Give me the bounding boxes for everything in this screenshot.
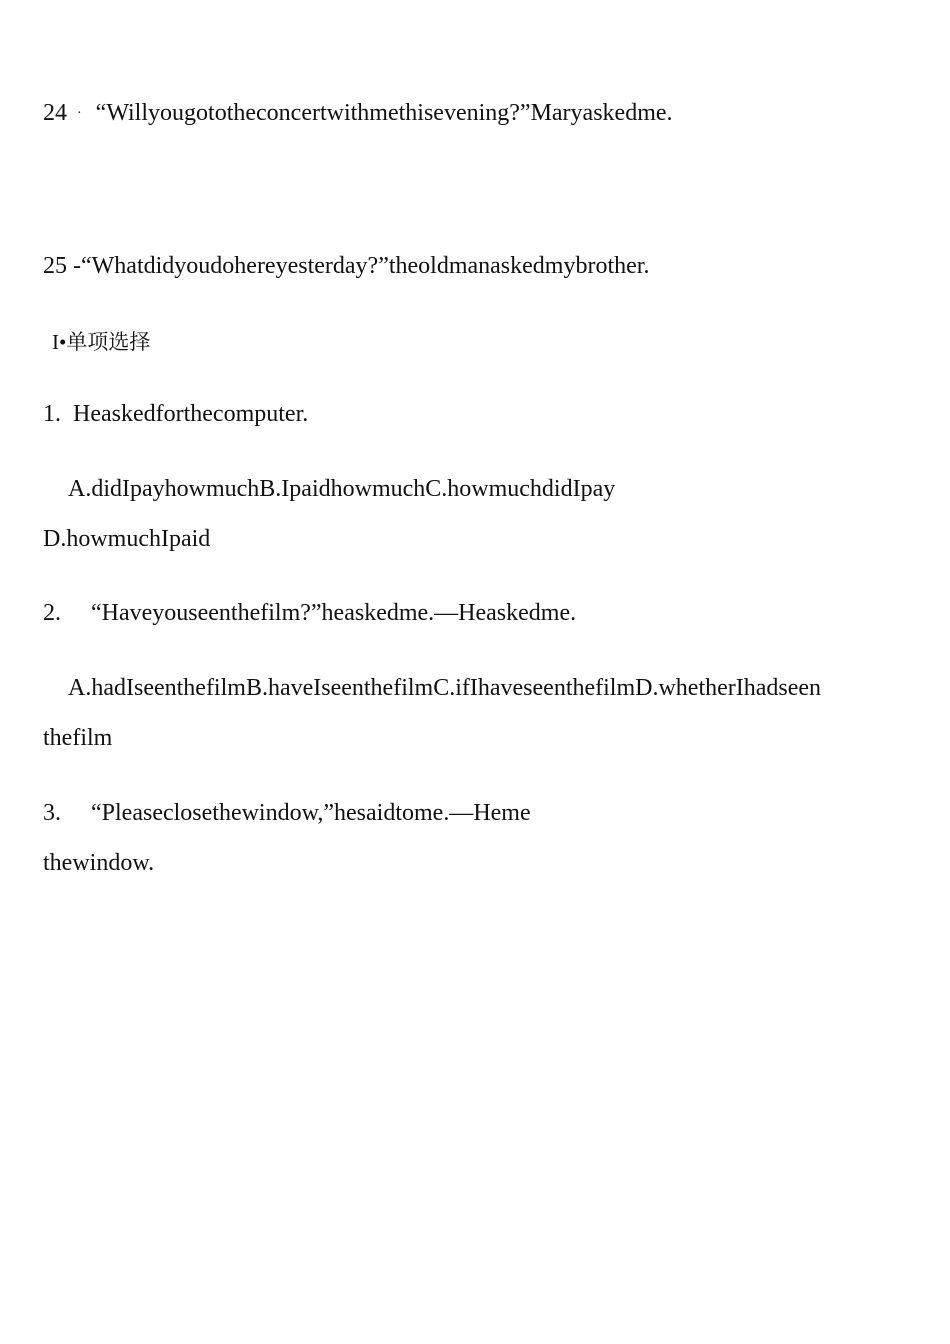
item-24 (43, 98, 673, 129)
item-text: -“Whatdidyoudohereyesterday?”theoldmanaskedmybrother. (73, 253, 650, 279)
question-1-stem (43, 399, 308, 429)
question-2-stem (43, 598, 576, 628)
section-heading: I•单项选择 (52, 330, 151, 354)
item-number: 24 (43, 100, 67, 126)
question-1-options: A.didIpayhowmuchB.IpaidhowmuchC.howmuchdidIpay (68, 476, 616, 502)
question-number: 2. (43, 600, 61, 626)
question-1-options-cont: D.howmuchIpaid (43, 526, 211, 552)
question-2-options-cont: thefilm (43, 725, 113, 751)
question-3-stem-cont: thewindow. (43, 850, 155, 876)
question-number: 1. (43, 401, 61, 427)
question-text: “Pleaseclosethewindow,”hesaidtome.—Heme (91, 800, 531, 826)
question-3-stem (43, 798, 531, 828)
question-text: Heaskedforthecomputer. (73, 401, 309, 427)
question-2-options: A.hadIseenthefilmB.haveIseenthefilmC.ifIhaveseenthefilmD.whetherIhadseen (68, 675, 822, 701)
item-text: “Willyougototheconcertwithmethisevening?”Maryaskedme. (95, 100, 673, 126)
separator-dot: · (77, 106, 82, 122)
question-number: 3. (43, 800, 61, 826)
item-25 (43, 251, 649, 281)
question-text: “Haveyouseenthefilm?”heaskedme.—Heaskedme. (91, 600, 577, 626)
item-number: 25 (43, 253, 67, 279)
